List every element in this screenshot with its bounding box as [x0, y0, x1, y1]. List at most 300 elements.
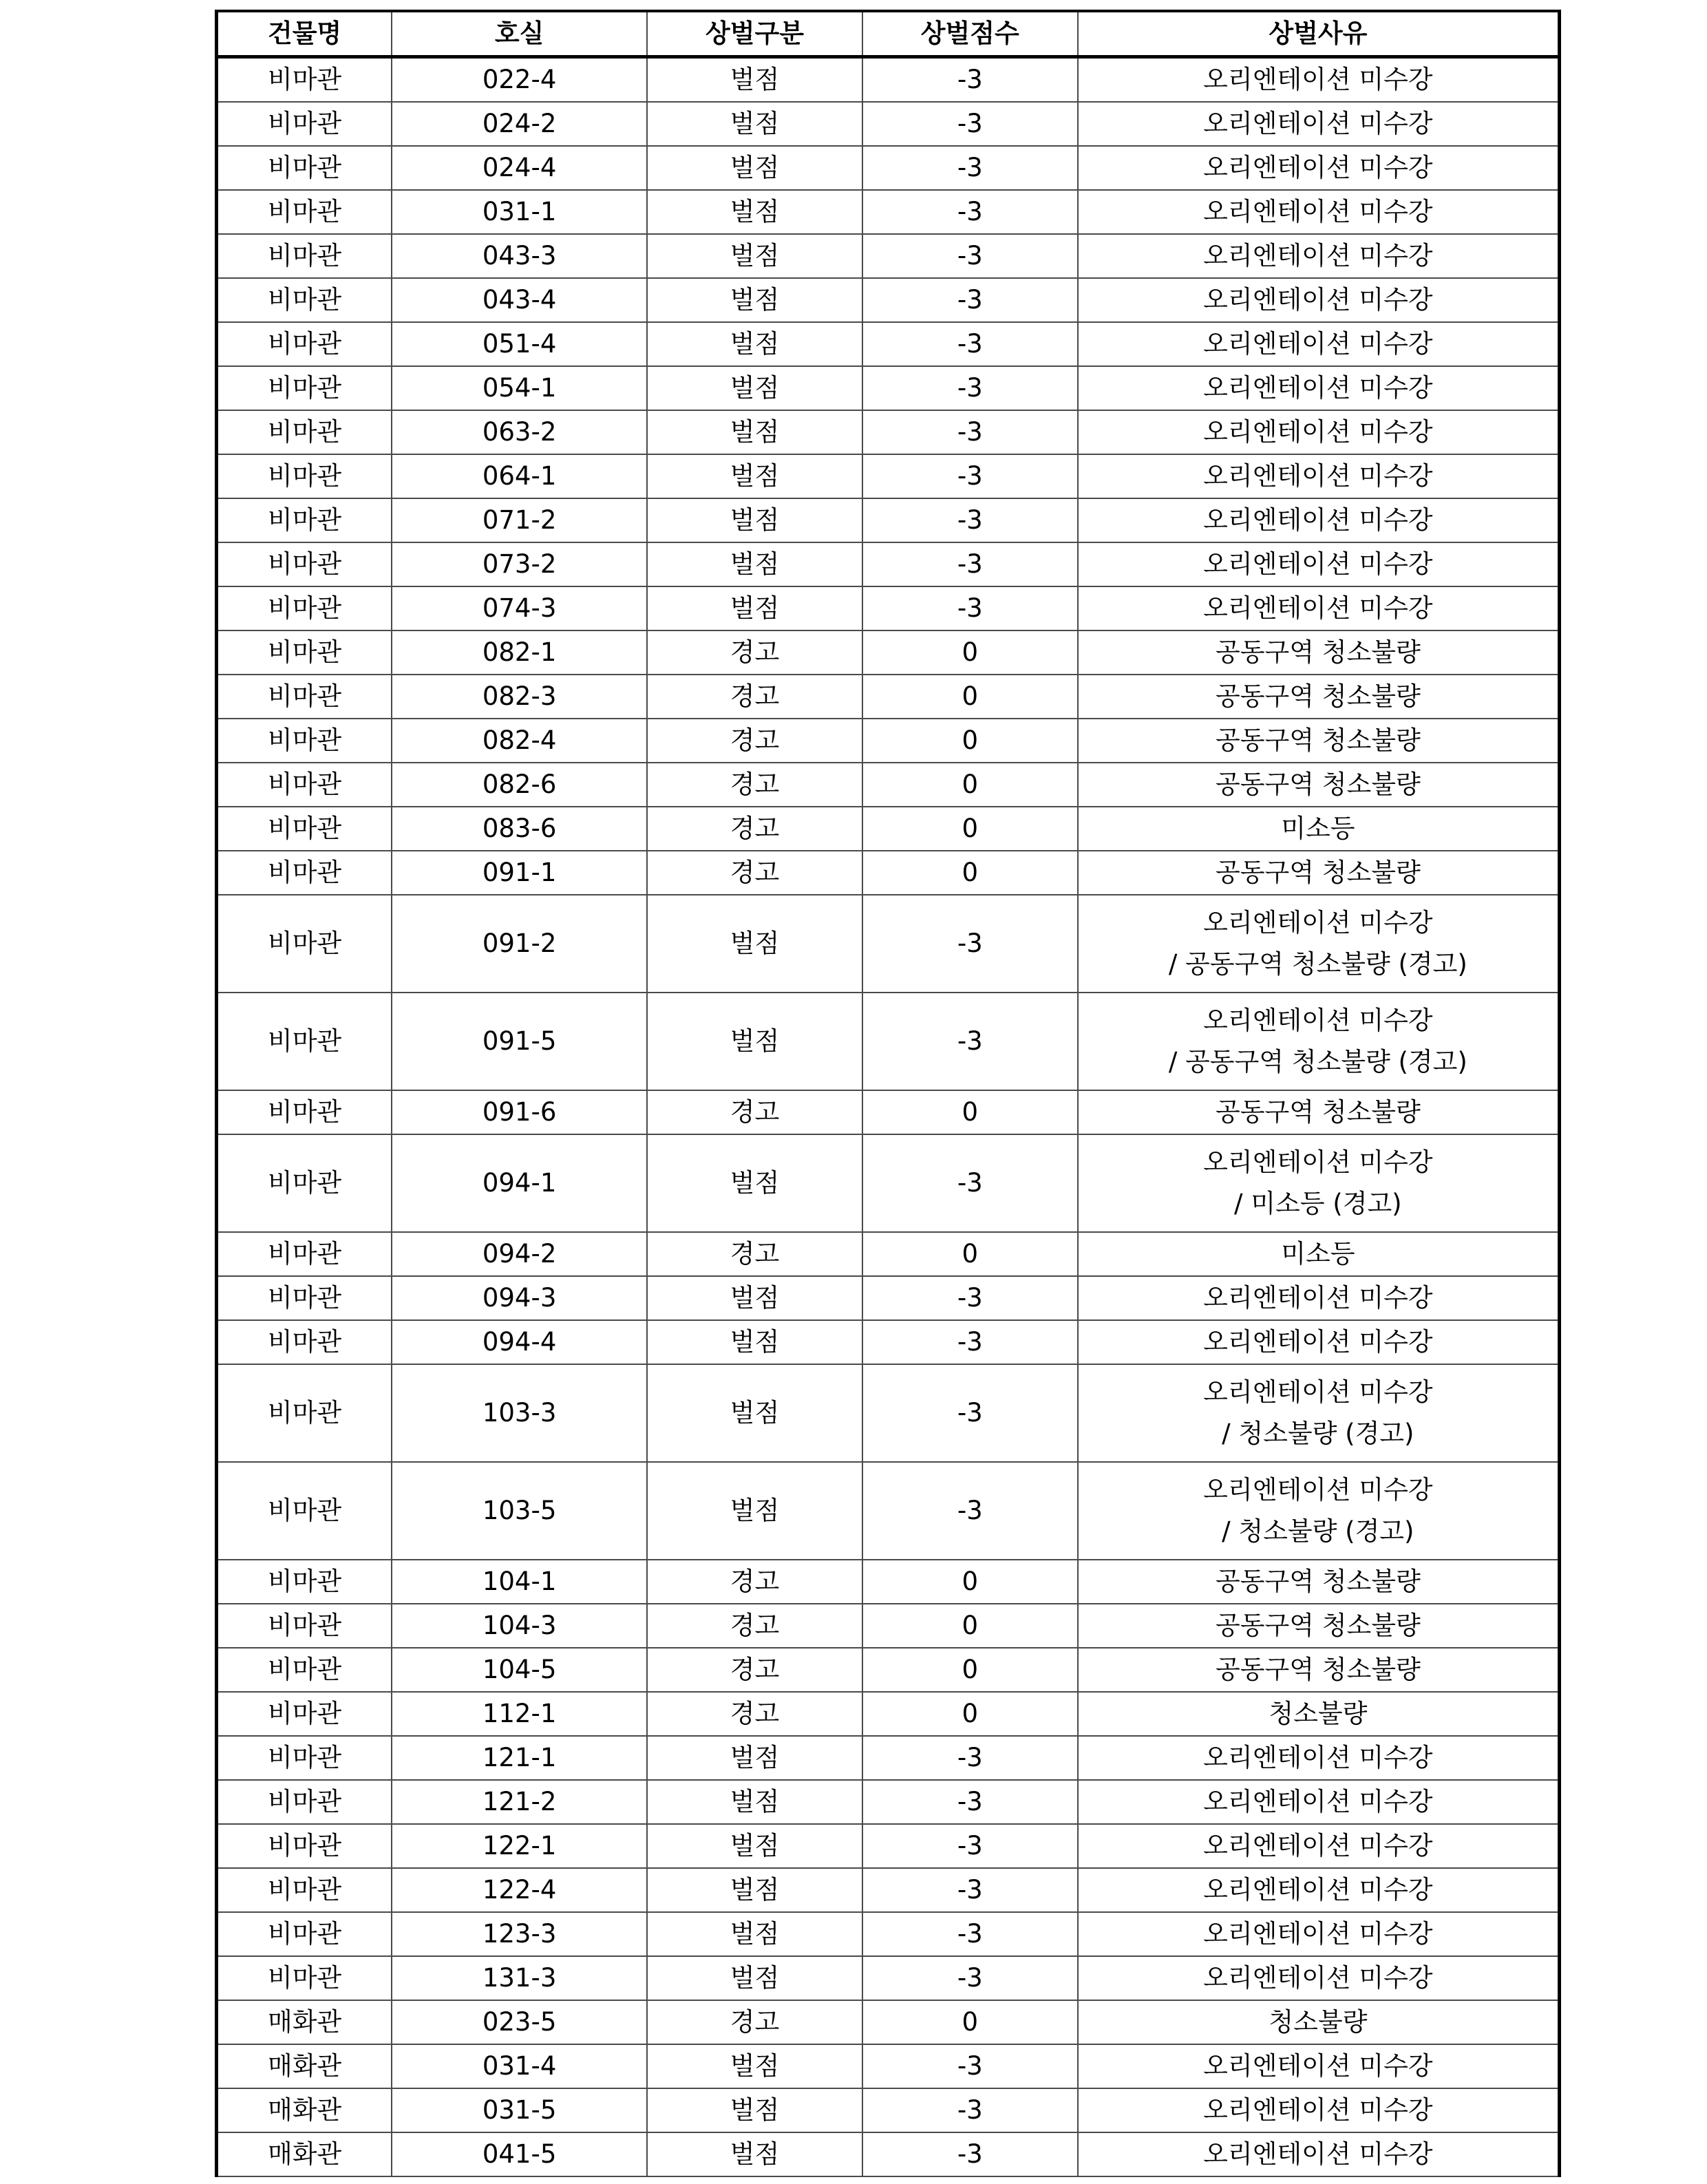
- cell-room: 024-4: [392, 146, 647, 190]
- cell-room: 104-3: [392, 1604, 647, 1648]
- cell-type: 벌점: [647, 1824, 862, 1868]
- cell-building: 비마관: [217, 1736, 392, 1780]
- table-row: [217, 1134, 1560, 1232]
- reason-line: 청소불량: [1269, 1699, 1368, 1728]
- cell-room: 041-5: [392, 2132, 647, 2176]
- cell-type: 경고: [647, 1692, 862, 1736]
- cell-reason: [1078, 498, 1560, 542]
- cell-type: 벌점: [647, 498, 862, 542]
- cell-room: 121-2: [392, 1780, 647, 1824]
- reason-line: / 미소등 (경고): [1234, 1189, 1402, 1218]
- cell-reason: [1078, 2132, 1560, 2176]
- table-row: [217, 895, 1560, 993]
- cell-building: 비마관: [217, 1692, 392, 1736]
- cell-room: 104-5: [392, 1648, 647, 1692]
- header-room: 호실: [392, 11, 647, 57]
- cell-type: 벌점: [647, 1868, 862, 1912]
- cell-score: -3: [862, 146, 1078, 190]
- table-row: [217, 1320, 1560, 1364]
- cell-building: 비마관: [217, 630, 392, 675]
- table-row: [217, 322, 1560, 366]
- reason-line: 공동구역 청소불량: [1215, 1567, 1421, 1596]
- cell-room: 091-2: [392, 895, 647, 993]
- reason-line: 공동구역 청소불량: [1215, 1611, 1421, 1640]
- cell-score: 0: [862, 1090, 1078, 1134]
- cell-building: 비마관: [217, 1364, 392, 1462]
- table-row: [217, 807, 1560, 851]
- cell-building: 비마관: [217, 1134, 392, 1232]
- cell-type: 경고: [647, 1232, 862, 1276]
- cell-reason: [1078, 1868, 1560, 1912]
- cell-building: 비마관: [217, 1912, 392, 1956]
- reason-line: 오리엔테이션 미수강: [1203, 2095, 1433, 2125]
- cell-score: -3: [862, 1868, 1078, 1912]
- cell-room: 104-1: [392, 1560, 647, 1604]
- cell-type: 벌점: [647, 102, 862, 146]
- cell-room: 082-4: [392, 719, 647, 763]
- cell-type: 벌점: [647, 1780, 862, 1824]
- reason-line: 공동구역 청소불량: [1215, 681, 1421, 711]
- cell-type: 벌점: [647, 586, 862, 630]
- cell-building: 비마관: [217, 57, 392, 103]
- cell-room: 082-3: [392, 675, 647, 719]
- table-row: [217, 993, 1560, 1090]
- cell-room: 091-5: [392, 993, 647, 1090]
- cell-room: 024-2: [392, 102, 647, 146]
- cell-building: 비마관: [217, 1232, 392, 1276]
- cell-score: 0: [862, 1604, 1078, 1648]
- cell-room: 131-3: [392, 1956, 647, 2000]
- reason-line: 오리엔테이션 미수강: [1203, 1743, 1433, 1772]
- cell-room: 071-2: [392, 498, 647, 542]
- cell-reason: [1078, 146, 1560, 190]
- cell-type: 경고: [647, 1648, 862, 1692]
- cell-room: 063-2: [392, 410, 647, 454]
- header-reason: 상벌사유: [1078, 11, 1560, 57]
- header-building: 건물명: [217, 11, 392, 57]
- reason-line: 공동구역 청소불량: [1215, 725, 1421, 755]
- cell-room: 121-1: [392, 1736, 647, 1780]
- cell-reason: [1078, 675, 1560, 719]
- table-row: [217, 630, 1560, 675]
- cell-reason: [1078, 719, 1560, 763]
- cell-building: 비마관: [217, 851, 392, 895]
- cell-reason: [1078, 763, 1560, 807]
- cell-score: -3: [862, 102, 1078, 146]
- cell-room: 073-2: [392, 542, 647, 586]
- cell-reason: [1078, 1232, 1560, 1276]
- table-row: [217, 1364, 1560, 1462]
- cell-reason: [1078, 1320, 1560, 1364]
- cell-reason: [1078, 1956, 1560, 2000]
- cell-score: -3: [862, 1912, 1078, 1956]
- cell-building: 비마관: [217, 807, 392, 851]
- reason-line: 오리엔테이션 미수강: [1203, 549, 1433, 579]
- table-row: [217, 190, 1560, 234]
- cell-score: 0: [862, 851, 1078, 895]
- cell-score: -3: [862, 498, 1078, 542]
- table-row: [217, 278, 1560, 322]
- table-row: [217, 366, 1560, 410]
- reason-line: 미소등: [1281, 1239, 1355, 1269]
- table-row: [217, 851, 1560, 895]
- cell-building: 비마관: [217, 102, 392, 146]
- cell-reason: [1078, 1736, 1560, 1780]
- cell-score: -3: [862, 1736, 1078, 1780]
- cell-type: 벌점: [647, 146, 862, 190]
- reason-line: 오리엔테이션 미수강: [1203, 153, 1433, 182]
- reason-line: 오리엔테이션 미수강: [1203, 1006, 1433, 1035]
- cell-reason: [1078, 895, 1560, 993]
- cell-building: 비마관: [217, 1824, 392, 1868]
- cell-score: -3: [862, 278, 1078, 322]
- cell-reason: [1078, 2088, 1560, 2132]
- table-row: [217, 1648, 1560, 1692]
- cell-building: 매화관: [217, 2044, 392, 2088]
- cell-room: 103-5: [392, 1462, 647, 1560]
- reason-line: 오리엔테이션 미수강: [1203, 2051, 1433, 2081]
- cell-score: -3: [862, 1780, 1078, 1824]
- table-row: [217, 1780, 1560, 1824]
- cell-type: 경고: [647, 675, 862, 719]
- table-row: [217, 2044, 1560, 2088]
- reason-line: 공동구역 청소불량: [1215, 1097, 1421, 1127]
- cell-building: 매화관: [217, 2088, 392, 2132]
- table-row: [217, 1868, 1560, 1912]
- cell-building: 비마관: [217, 146, 392, 190]
- cell-building: 비마관: [217, 719, 392, 763]
- reason-line: 오리엔테이션 미수강: [1203, 1963, 1433, 1993]
- reason-line: 오리엔테이션 미수강: [1203, 197, 1433, 226]
- cell-type: 벌점: [647, 2044, 862, 2088]
- cell-reason: [1078, 234, 1560, 278]
- cell-room: 064-1: [392, 454, 647, 498]
- cell-room: 043-3: [392, 234, 647, 278]
- cell-reason: [1078, 2000, 1560, 2044]
- cell-building: 비마관: [217, 675, 392, 719]
- cell-type: 경고: [647, 2000, 862, 2044]
- cell-reason: [1078, 190, 1560, 234]
- cell-room: 043-4: [392, 278, 647, 322]
- cell-score: 0: [862, 719, 1078, 763]
- cell-score: -3: [862, 542, 1078, 586]
- cell-type: 벌점: [647, 1364, 862, 1462]
- cell-room: 082-6: [392, 763, 647, 807]
- reason-line: 오리엔테이션 미수강: [1203, 1787, 1433, 1816]
- cell-room: 094-4: [392, 1320, 647, 1364]
- cell-building: 비마관: [217, 763, 392, 807]
- reason-line: 오리엔테이션 미수강: [1203, 417, 1433, 447]
- reason-line: 오리엔테이션 미수강: [1203, 1283, 1433, 1313]
- table-row: [217, 1462, 1560, 1560]
- cell-reason: [1078, 1276, 1560, 1320]
- cell-score: -3: [862, 1462, 1078, 1560]
- cell-type: 벌점: [647, 2132, 862, 2176]
- cell-building: 비마관: [217, 190, 392, 234]
- cell-score: 0: [862, 1648, 1078, 1692]
- cell-score: -3: [862, 1824, 1078, 1868]
- cell-room: 091-6: [392, 1090, 647, 1134]
- cell-score: -3: [862, 1956, 1078, 2000]
- reason-line: 오리엔테이션 미수강: [1203, 461, 1433, 491]
- table-row: [217, 2000, 1560, 2044]
- cell-reason: [1078, 1604, 1560, 1648]
- cell-reason: [1078, 542, 1560, 586]
- cell-building: 비마관: [217, 586, 392, 630]
- table-row: [217, 146, 1560, 190]
- table-row: [217, 719, 1560, 763]
- cell-type: 경고: [647, 630, 862, 675]
- table-row: [217, 1956, 1560, 2000]
- table-row: [217, 102, 1560, 146]
- cell-reason: [1078, 1648, 1560, 1692]
- cell-building: 비마관: [217, 1648, 392, 1692]
- cell-score: -3: [862, 1134, 1078, 1232]
- table-row: [217, 57, 1560, 103]
- cell-score: 0: [862, 1560, 1078, 1604]
- cell-score: -3: [862, 993, 1078, 1090]
- cell-building: 비마관: [217, 1560, 392, 1604]
- cell-room: 123-3: [392, 1912, 647, 1956]
- cell-type: 벌점: [647, 1956, 862, 2000]
- reason-line: 오리엔테이션 미수강: [1203, 2139, 1433, 2169]
- cell-room: 054-1: [392, 366, 647, 410]
- cell-room: 022-4: [392, 57, 647, 103]
- cell-building: 비마관: [217, 410, 392, 454]
- cell-type: 벌점: [647, 895, 862, 993]
- cell-type: 벌점: [647, 2088, 862, 2132]
- cell-building: 비마관: [217, 366, 392, 410]
- reason-line: 오리엔테이션 미수강: [1203, 1147, 1433, 1177]
- cell-score: -3: [862, 366, 1078, 410]
- cell-type: 벌점: [647, 1134, 862, 1232]
- cell-building: 비마관: [217, 1604, 392, 1648]
- cell-room: 094-2: [392, 1232, 647, 1276]
- cell-reason: [1078, 630, 1560, 675]
- header-type: 상벌구분: [647, 11, 862, 57]
- cell-room: 091-1: [392, 851, 647, 895]
- cell-building: 비마관: [217, 1780, 392, 1824]
- cell-room: 112-1: [392, 1692, 647, 1736]
- cell-score: -3: [862, 410, 1078, 454]
- cell-reason: [1078, 366, 1560, 410]
- cell-reason: [1078, 807, 1560, 851]
- cell-type: 경고: [647, 1560, 862, 1604]
- cell-building: 매화관: [217, 2132, 392, 2176]
- cell-type: 벌점: [647, 190, 862, 234]
- cell-type: 벌점: [647, 366, 862, 410]
- cell-type: 벌점: [647, 57, 862, 103]
- cell-reason: [1078, 1692, 1560, 1736]
- reason-line: 오리엔테이션 미수강: [1203, 241, 1433, 271]
- header-score: 상벌점수: [862, 11, 1078, 57]
- reason-line: / 청소불량 (경고): [1222, 1516, 1414, 1546]
- cell-score: -3: [862, 57, 1078, 103]
- table-row: [217, 454, 1560, 498]
- cell-reason: [1078, 993, 1560, 1090]
- cell-score: -3: [862, 1276, 1078, 1320]
- cell-type: 벌점: [647, 454, 862, 498]
- cell-room: 082-1: [392, 630, 647, 675]
- cell-room: 103-3: [392, 1364, 647, 1462]
- reason-line: 오리엔테이션 미수강: [1203, 285, 1433, 315]
- cell-building: 비마관: [217, 278, 392, 322]
- cell-reason: [1078, 1090, 1560, 1134]
- cell-score: -3: [862, 2132, 1078, 2176]
- table-row: [217, 2088, 1560, 2132]
- cell-type: 벌점: [647, 1320, 862, 1364]
- table-row: [217, 542, 1560, 586]
- header-row: [217, 11, 1560, 57]
- cell-type: 벌점: [647, 234, 862, 278]
- reason-line: 미소등: [1281, 814, 1355, 843]
- cell-building: 비마관: [217, 1956, 392, 2000]
- cell-room: 094-3: [392, 1276, 647, 1320]
- cell-score: -3: [862, 1364, 1078, 1462]
- discipline-table: [215, 10, 1561, 2177]
- cell-room: 094-1: [392, 1134, 647, 1232]
- reason-line: 오리엔테이션 미수강: [1203, 1875, 1433, 1905]
- cell-score: 0: [862, 675, 1078, 719]
- cell-score: -3: [862, 190, 1078, 234]
- cell-room: 122-1: [392, 1824, 647, 1868]
- cell-building: 비마관: [217, 454, 392, 498]
- cell-room: 031-5: [392, 2088, 647, 2132]
- reason-line: 공동구역 청소불량: [1215, 770, 1421, 799]
- reason-line: 오리엔테이션 미수강: [1203, 505, 1433, 535]
- cell-room: 023-5: [392, 2000, 647, 2044]
- cell-reason: [1078, 1364, 1560, 1462]
- cell-room: 083-6: [392, 807, 647, 851]
- cell-type: 벌점: [647, 1276, 862, 1320]
- cell-type: 벌점: [647, 410, 862, 454]
- cell-score: -3: [862, 1320, 1078, 1364]
- reason-line: / 공동구역 청소불량 (경고): [1168, 1047, 1467, 1077]
- reason-line: 오리엔테이션 미수강: [1203, 1475, 1433, 1505]
- cell-building: 비마관: [217, 498, 392, 542]
- cell-score: 0: [862, 763, 1078, 807]
- reason-line: 공동구역 청소불량: [1215, 858, 1421, 887]
- reason-line: 오리엔테이션 미수강: [1203, 593, 1433, 623]
- reason-line: 오리엔테이션 미수강: [1203, 1327, 1433, 1357]
- reason-line: / 청소불량 (경고): [1222, 1419, 1414, 1448]
- cell-type: 벌점: [647, 278, 862, 322]
- cell-type: 경고: [647, 851, 862, 895]
- cell-score: 0: [862, 1692, 1078, 1736]
- cell-type: 벌점: [647, 1912, 862, 1956]
- cell-type: 벌점: [647, 993, 862, 1090]
- cell-reason: [1078, 851, 1560, 895]
- cell-reason: [1078, 278, 1560, 322]
- cell-type: 벌점: [647, 1736, 862, 1780]
- cell-reason: [1078, 410, 1560, 454]
- reason-line: 오리엔테이션 미수강: [1203, 908, 1433, 937]
- cell-type: 벌점: [647, 542, 862, 586]
- cell-building: 비마관: [217, 895, 392, 993]
- reason-line: 오리엔테이션 미수강: [1203, 1377, 1433, 1407]
- table-row: [217, 763, 1560, 807]
- cell-room: 051-4: [392, 322, 647, 366]
- cell-score: -3: [862, 2088, 1078, 2132]
- cell-room: 031-4: [392, 2044, 647, 2088]
- table-row: [217, 675, 1560, 719]
- cell-reason: [1078, 1912, 1560, 1956]
- table-row: [217, 2132, 1560, 2176]
- table-row: [217, 1912, 1560, 1956]
- cell-building: 비마관: [217, 1462, 392, 1560]
- reason-line: 공동구역 청소불량: [1215, 1655, 1421, 1684]
- cell-score: 0: [862, 630, 1078, 675]
- cell-reason: [1078, 322, 1560, 366]
- table-row: [217, 234, 1560, 278]
- table-row: [217, 1276, 1560, 1320]
- table-row: [217, 1692, 1560, 1736]
- reason-line: / 공동구역 청소불량 (경고): [1168, 949, 1467, 979]
- cell-room: 074-3: [392, 586, 647, 630]
- reason-line: 오리엔테이션 미수강: [1203, 109, 1433, 138]
- cell-building: 매화관: [217, 2000, 392, 2044]
- table-row: [217, 1232, 1560, 1276]
- cell-building: 비마관: [217, 542, 392, 586]
- reason-line: 오리엔테이션 미수강: [1203, 65, 1433, 94]
- reason-line: 오리엔테이션 미수강: [1203, 1831, 1433, 1860]
- cell-score: 0: [862, 2000, 1078, 2044]
- table-row: [217, 1604, 1560, 1648]
- cell-score: -3: [862, 322, 1078, 366]
- table-row: [217, 586, 1560, 630]
- cell-score: -3: [862, 2044, 1078, 2088]
- table-row: [217, 410, 1560, 454]
- cell-type: 경고: [647, 763, 862, 807]
- cell-score: -3: [862, 234, 1078, 278]
- cell-reason: [1078, 57, 1560, 103]
- cell-building: 비마관: [217, 993, 392, 1090]
- cell-building: 비마관: [217, 1090, 392, 1134]
- cell-type: 경고: [647, 1090, 862, 1134]
- cell-type: 경고: [647, 807, 862, 851]
- cell-room: 122-4: [392, 1868, 647, 1912]
- cell-room: 031-1: [392, 190, 647, 234]
- cell-type: 경고: [647, 1604, 862, 1648]
- table-row: [217, 1824, 1560, 1868]
- cell-reason: [1078, 2044, 1560, 2088]
- cell-building: 비마관: [217, 234, 392, 278]
- cell-type: 벌점: [647, 322, 862, 366]
- cell-reason: [1078, 102, 1560, 146]
- cell-score: -3: [862, 586, 1078, 630]
- cell-reason: [1078, 1780, 1560, 1824]
- cell-reason: [1078, 1134, 1560, 1232]
- reason-line: 오리엔테이션 미수강: [1203, 373, 1433, 403]
- cell-building: 비마관: [217, 322, 392, 366]
- cell-type: 벌점: [647, 1462, 862, 1560]
- cell-reason: [1078, 454, 1560, 498]
- table-body: [217, 57, 1560, 2177]
- cell-building: 비마관: [217, 1320, 392, 1364]
- table-row: [217, 1090, 1560, 1134]
- reason-line: 오리엔테이션 미수강: [1203, 1919, 1433, 1949]
- table-row: [217, 1736, 1560, 1780]
- cell-building: 비마관: [217, 1276, 392, 1320]
- cell-reason: [1078, 1560, 1560, 1604]
- reason-line: 오리엔테이션 미수강: [1203, 329, 1433, 359]
- cell-reason: [1078, 586, 1560, 630]
- cell-score: -3: [862, 454, 1078, 498]
- cell-type: 경고: [647, 719, 862, 763]
- reason-line: 공동구역 청소불량: [1215, 637, 1421, 667]
- reason-line: 청소불량: [1269, 2007, 1368, 2037]
- cell-reason: [1078, 1824, 1560, 1868]
